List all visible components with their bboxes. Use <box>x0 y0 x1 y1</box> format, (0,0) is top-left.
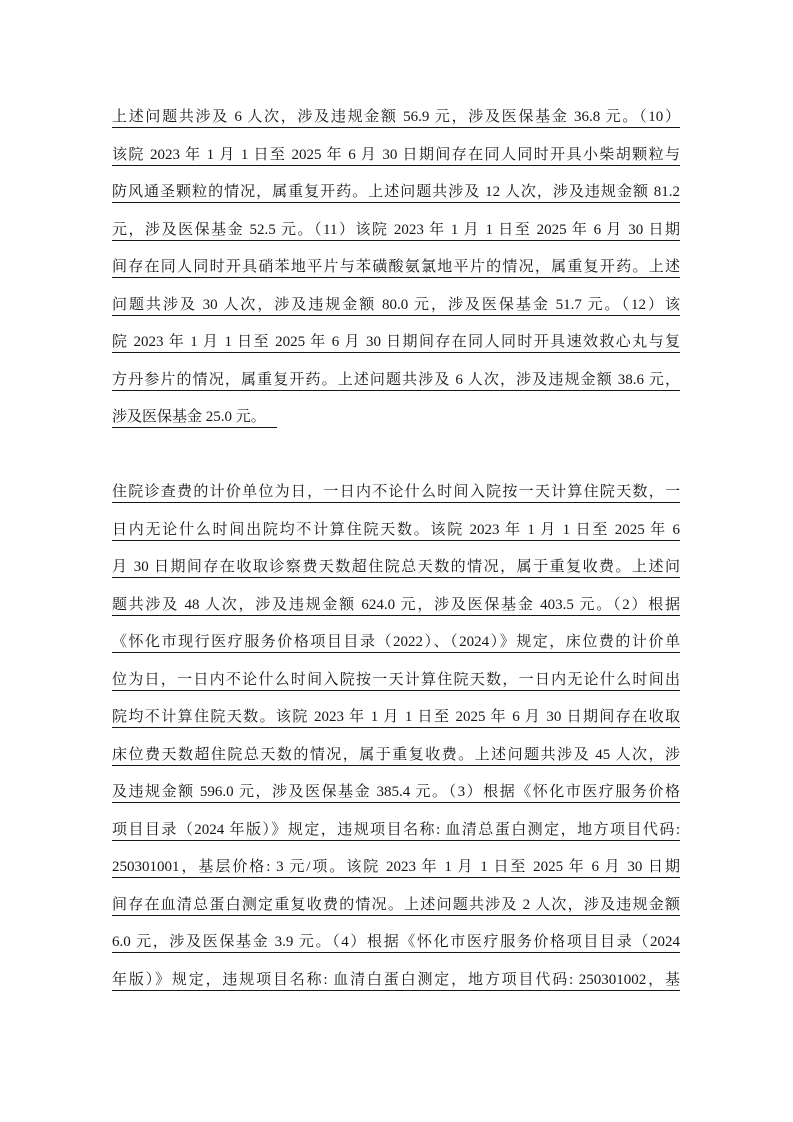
text-line: 院 2023 年 1 月 1 日至 2025 年 6 月 30 日期间存在同人同时开具速效救心丸与复 <box>112 334 680 350</box>
text-line: 年版）》规定，违规项目名称: 血清白蛋白测定，地方项目代码: 250301002，基 <box>112 971 680 988</box>
text-line: 床位费天数超住院总天数的情况，属于重复收费。上述问题共涉及 45 人次，涉 <box>112 746 680 763</box>
text-line: 上述问题共涉及 6 人次，涉及违规金额 56.9 元，涉及医保基金 36.8 元。（10） <box>112 109 680 125</box>
text-line: 问题共涉及 30 人次，涉及违规金额 80.0 元，涉及医保基金 51.7 元。（12）该 <box>112 296 680 313</box>
text-line <box>112 437 680 475</box>
text-line: 月 30 日期间存在收取诊察费天数超住院总天数的情况，属于重复收费。上述问 <box>112 559 680 575</box>
text-line: 住院诊查费的计价单位为日，一日内不论什么时间入院按一天计算住院天数，一 <box>112 484 680 500</box>
text-line: 方丹参片的情况，属重复开药。上述问题共涉及 6 人次，涉及违规金额 38.6 元， <box>112 371 680 388</box>
text-line: 间存在血清总蛋白测定重复收费的情况。上述问题共涉及 2 人次，涉及违规金额 <box>112 896 680 913</box>
text-line: 日内无论什么时间出院均不计算住院天数。该院 2023 年 1 月 1 日至 2025 年 6 <box>112 521 680 538</box>
text-line: 涉及医保基金 25.0 元。 <box>112 409 266 425</box>
text-line: 元，涉及医保基金 52.5 元。（11）该院 2023 年 1 月 1 日至 2025 年 6 月 30 日期 <box>112 221 680 238</box>
text-line: 防风通圣颗粒的情况，属重复开药。上述问题共涉及 12 人次，涉及违规金额 81.2 <box>112 184 680 200</box>
text-line: 《怀化市现行医疗服务价格项目目录（2022）、（2024）》规定，床位费的计价单 <box>112 634 680 650</box>
text-line: 位为日，一日内不论什么时间入院按一天计算住院天数，一日内无论什么时间出 <box>112 671 680 688</box>
text-line: 6.0 元，涉及医保基金 3.9 元。（4）根据《怀化市医疗服务价格项目目录（2024 <box>112 934 680 950</box>
text-line: 250301001，基层价格: 3 元/项。该院 2023 年 1 月 1 日至 2025 年 6 月 30 日期 <box>112 859 680 875</box>
text-line: 院均不计算住院天数。该院 2023 年 1 月 1 日至 2025 年 6 月 30 日期间存在收取 <box>112 709 680 725</box>
text-line: 题共涉及 48 人次，涉及违规金额 624.0 元，涉及医保基金 403.5 元。（2）根据 <box>112 596 680 613</box>
document-body <box>112 99 680 999</box>
text-line: 该院 2023 年 1 月 1 日至 2025 年 6 月 30 日期间存在同人同时开具小柴胡颗粒与 <box>112 146 680 163</box>
text-line: 项目目录（2024 年版）》规定，违规项目名称: 血清总蛋白测定，地方项目代码: <box>112 821 680 838</box>
text-line: 间存在同人同时开具硝苯地平片与苯磺酸氨氯地平片的情况，属重复开药。上述 <box>112 259 680 275</box>
text-line: 及违规金额 596.0 元，涉及医保基金 385.4 元。（3）根据《怀化市医疗服务价格 <box>112 784 680 800</box>
